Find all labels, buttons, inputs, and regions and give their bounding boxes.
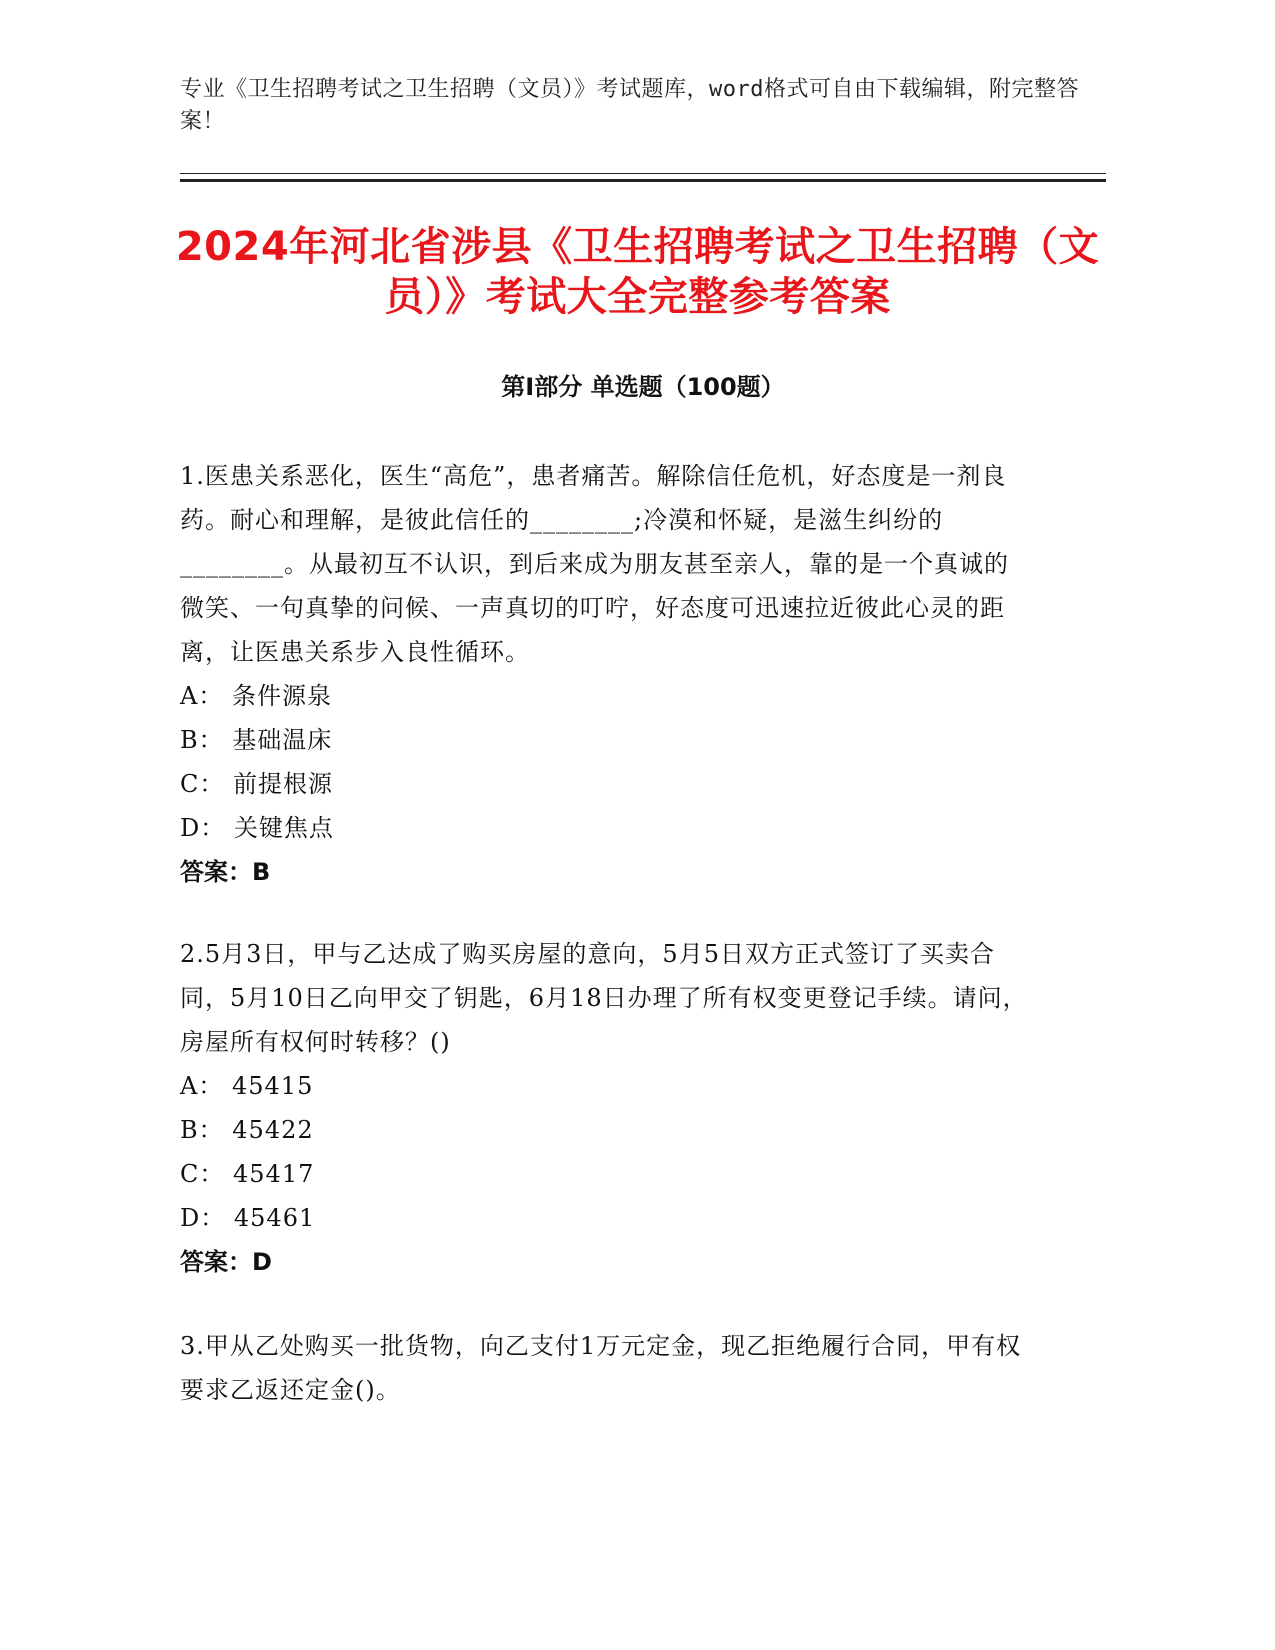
option-letter: A [180, 682, 199, 710]
option-text: 45461 [233, 1204, 316, 1232]
header-divider-thin [180, 173, 1106, 174]
option-text: 45415 [231, 1072, 314, 1100]
answer-label: 答案： [180, 858, 252, 886]
document-title: 2024年河北省涉县《卫生招聘考试之卫生招聘（文员）》考试大全完整参考答案 [175, 224, 1100, 320]
question-2 [180, 932, 1030, 1284]
section-title: 第Ⅰ部分 单选题（100题） [501, 373, 785, 401]
option-text: 关键焦点 [233, 814, 334, 842]
question-3 [180, 1324, 1030, 1412]
answer-line [180, 850, 1030, 894]
answer-value: B [252, 858, 271, 886]
header-divider-thick [180, 179, 1106, 182]
option-letter: B [180, 726, 199, 754]
option-letter: D [180, 1204, 201, 1232]
answer-label: 答案： [180, 1248, 252, 1276]
option-b: B： 45422 [180, 1116, 314, 1144]
option-text: 基础温床 [232, 726, 333, 754]
question-1 [180, 454, 1030, 894]
answer-line [180, 1240, 1030, 1284]
option-text: 条件源泉 [231, 682, 332, 710]
option-d: D： 关键焦点 [180, 814, 334, 842]
option-text: 45422 [232, 1116, 314, 1144]
option-c: C： 前提根源 [180, 770, 334, 798]
option-d: D： 45461 [180, 1204, 316, 1232]
header-note: 专业《卫生招聘考试之卫生招聘（文员）》考试题库，word格式可自由下载编辑，附完整答案！ [180, 77, 1079, 134]
option-text: 45417 [233, 1160, 315, 1188]
option-letter: C [180, 1160, 200, 1188]
option-text: 前提根源 [233, 770, 334, 798]
option-c: C： 45417 [180, 1160, 315, 1188]
option-a: A： 45415 [180, 1072, 314, 1100]
question-stem: 3.甲从乙处购买一批货物，向乙支付1万元定金，现乙拒绝履行合同，甲有权要求乙返还定金()。 [180, 1332, 1022, 1404]
option-letter: D [180, 814, 201, 842]
option-letter: A [180, 1072, 199, 1100]
option-letter: B [180, 1116, 199, 1144]
question-stem: 1.医患关系恶化，医生“高危”，患者痛苦。解除信任危机，好态度是一剂良药。耐心和理解，是彼此信任的________;冷漠和怀疑，是滋生纠纷的________。从最初互不认识，到后来成为朋友甚至亲人，靠的是一个真诚的微笑、一句真挚的问候、一声真切的叮咛，好态度可迅速拉近彼此心灵的距离，让医患关系步入良性循环。 [180, 462, 1009, 666]
answer-value: D [252, 1248, 272, 1276]
question-stem: 2.5月3日，甲与乙达成了购买房屋的意向，5月5日双方正式签订了买卖合同，5月10日乙向甲交了钥匙，6月18日办理了所有权变更登记手续。请问，房屋所有权何时转移？() [180, 940, 1028, 1056]
option-letter: C [180, 770, 200, 798]
option-a: A： 条件源泉 [180, 682, 332, 710]
option-b: B： 基础温床 [180, 726, 333, 754]
